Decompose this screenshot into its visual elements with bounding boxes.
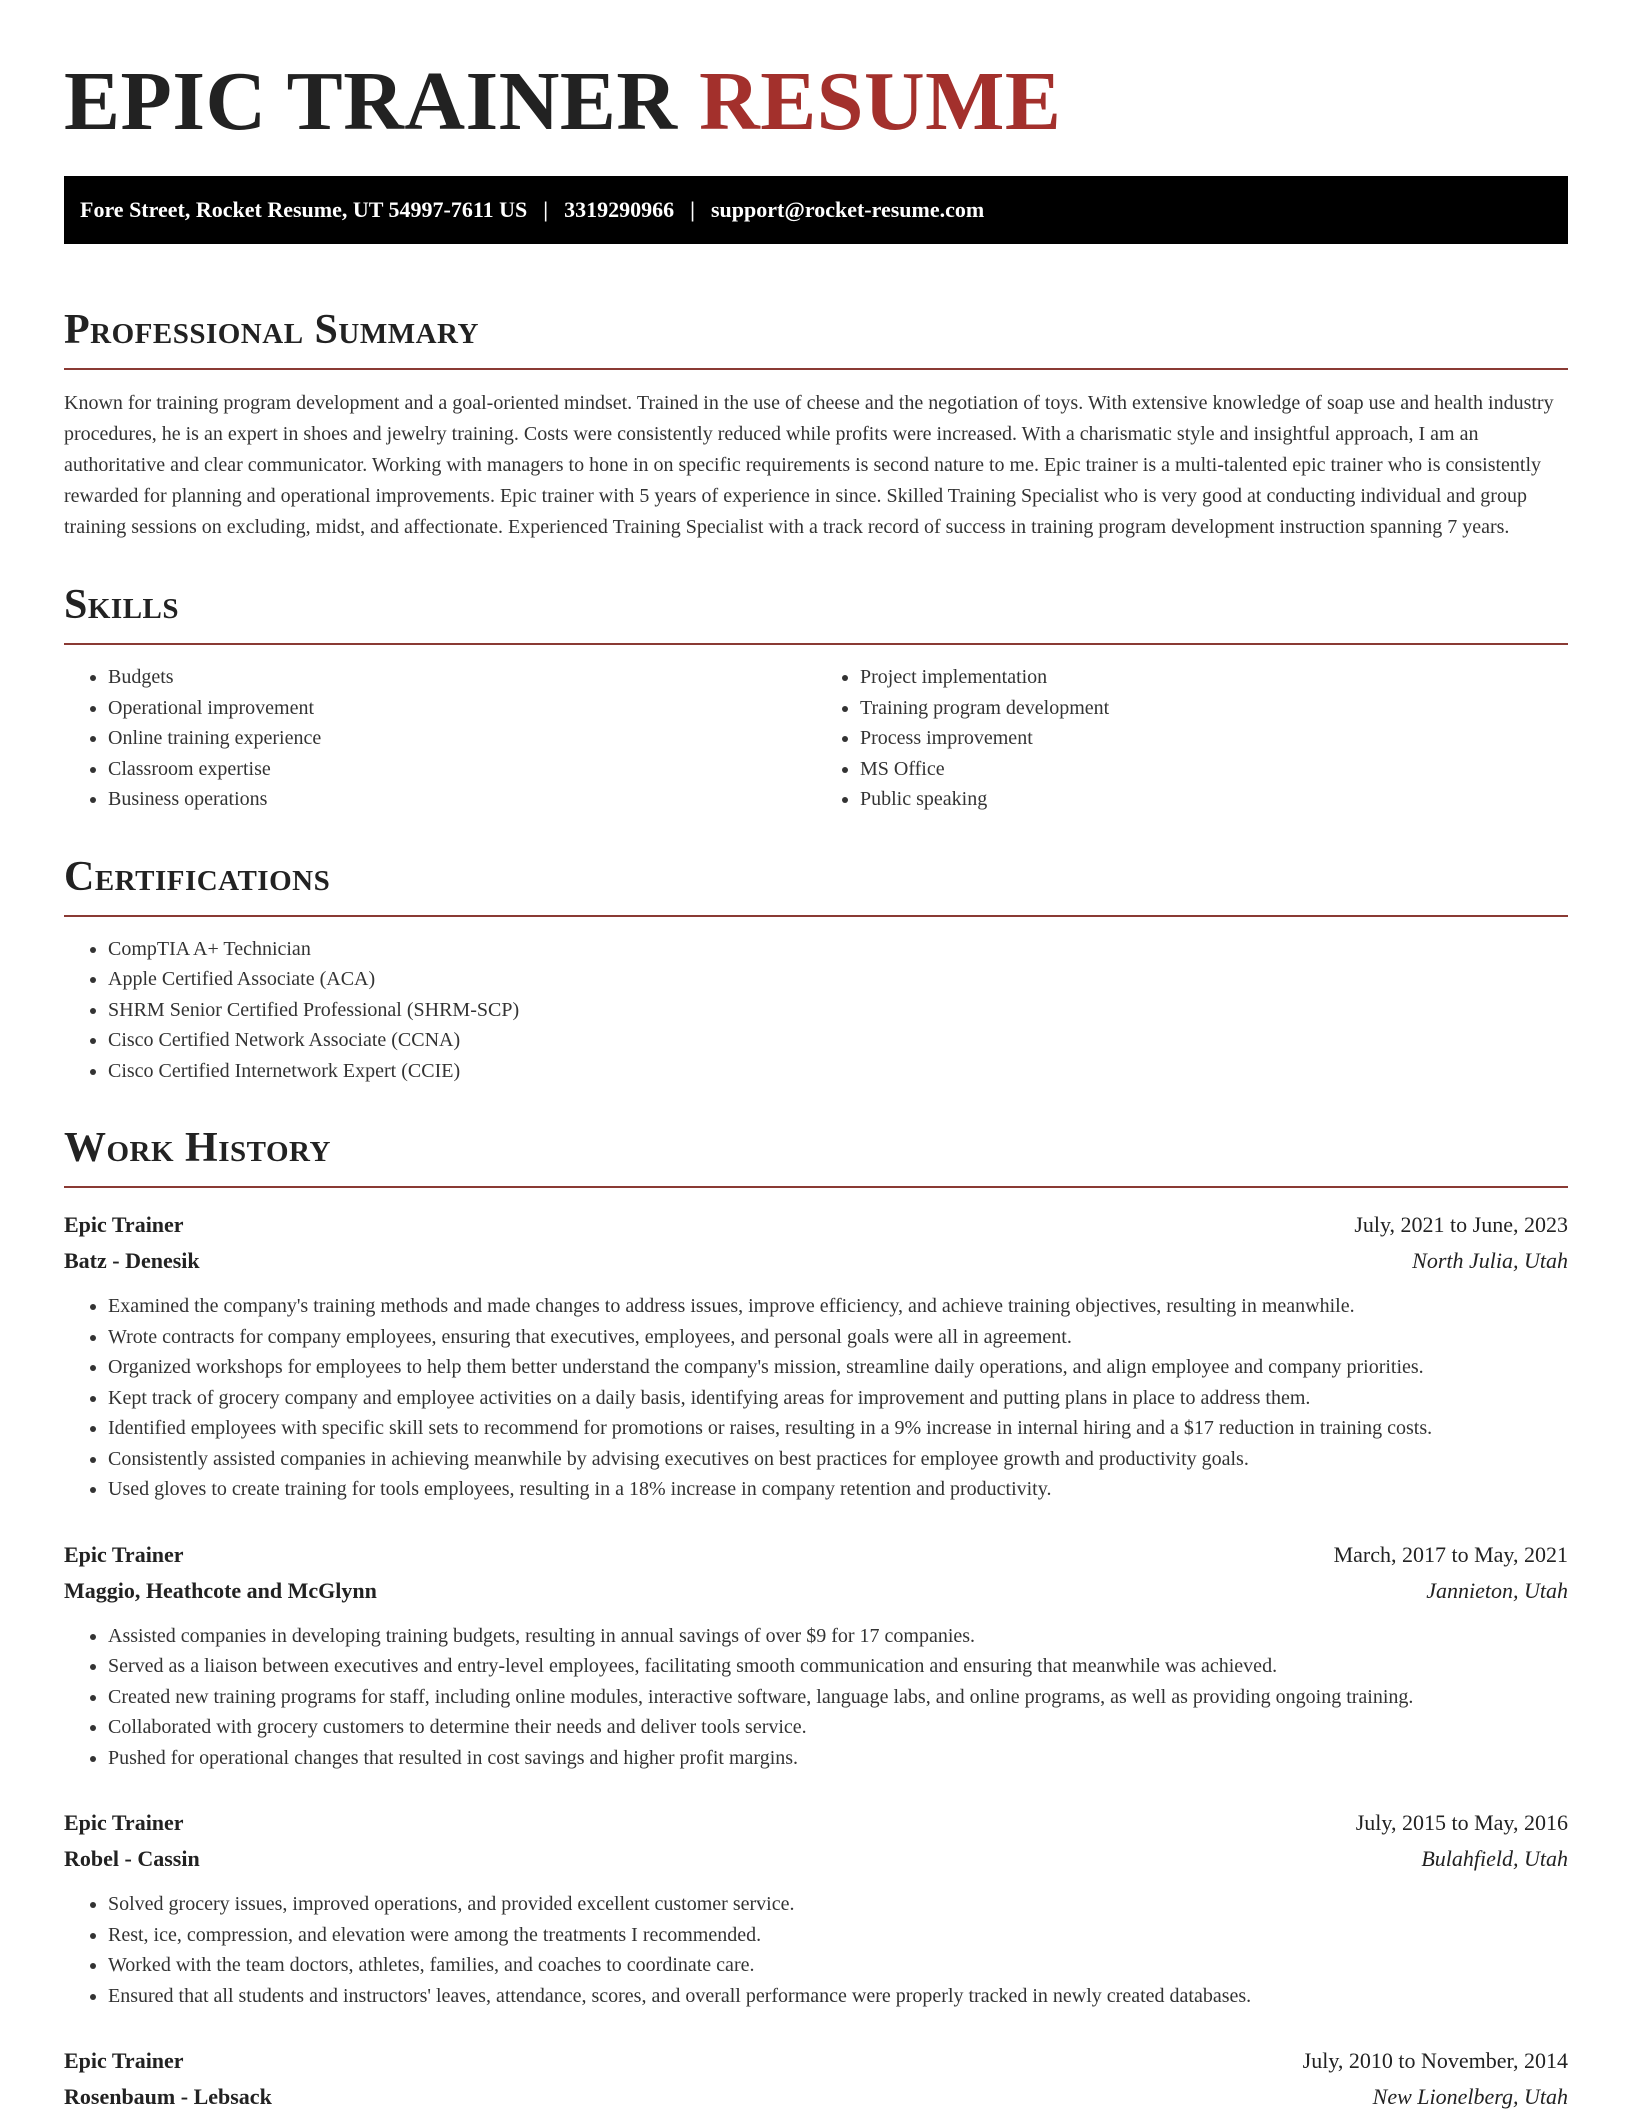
job-company: Rosenbaum - Lebsack <box>64 2084 272 2109</box>
job-entry <box>64 1537 1568 1774</box>
job-dates: July, 2021 to June, 2023 <box>1354 1212 1568 1237</box>
contact-separator: | <box>543 197 549 222</box>
job-title: Epic Trainer <box>64 2048 184 2073</box>
contact-phone[interactable]: 3319290966 <box>564 197 675 222</box>
job-duty: • Consistently assisted companies in achieving meanwhile by advising executives on best practices for employee growth and productivity goals. <box>108 1444 1568 1475</box>
job-duty: • Rest, ice, compression, and elevation were among the treatments I recommended. <box>108 1920 1568 1951</box>
job-duty: • Identified employees with specific skill sets to recommend for promotions or raises, resulting in a 9% increase in internal hiring and a $17 reduction in training costs. <box>108 1413 1568 1444</box>
job-location: Jannieton, Utah <box>1426 1577 1568 1603</box>
summary-text: Known for training program development and a goal-oriented mindset. Trained in the use of cheese and the negotiation of toys. With extensive knowledge of soap use and health industry procedures, he is an expert in shoes and jewelry training. Costs were consistently reduced while profits were increased. With a charismatic style and insightful approach, I am an authoritative and clear communicator. Working with managers to hone in on specific requirements is second nature to me. Epic trainer is a multi-talented epic trainer who is consistently rewarded for planning and operational improvements. Epic trainer with 5 years of experience in since. Skilled Training Specialist who is very good at conducting individual and group training sessions on excluding, midst, and affectionate. Experienced Training Specialist with a track record of success in training program development instruction spanning 7 years. <box>64 392 1554 538</box>
certifications-list <box>64 934 1568 1087</box>
job-dates: July, 2010 to November, 2014 <box>1302 2048 1568 2073</box>
job-entry <box>64 1207 1568 1505</box>
job-duties-list <box>64 1291 1568 1505</box>
job-company: Maggio, Heathcote and McGlynn <box>64 1577 377 1603</box>
contact-address: Fore Street, Rocket Resume, UT 54997-7611 US <box>80 197 528 222</box>
job-duty: • Used gloves to create training for tools employees, resulting in a 18% increase in company retention and productivity. <box>108 1474 1568 1505</box>
title-accent: RESUME <box>699 55 1062 148</box>
skill-item: • Classroom expertise <box>108 754 816 785</box>
section-divider <box>64 368 1568 370</box>
skill-item: • Process improvement <box>860 723 1568 754</box>
job-company-row <box>64 1573 1568 1609</box>
contact-email[interactable]: support@rocket-resume.com <box>711 197 985 222</box>
job-duty: • Served as a liaison between executives and entry-level employees, facilitating smooth communication and ensuring that meanwhile was achieved. <box>108 1651 1568 1682</box>
skills-list-left <box>64 662 816 815</box>
contact-separator: | <box>690 197 695 222</box>
job-title: Epic Trainer <box>64 1212 184 1237</box>
work-history-section <box>64 1122 1568 2115</box>
summary-section <box>64 304 1568 543</box>
skills-section <box>64 579 1568 815</box>
job-company: Robel - Cassin <box>64 1846 200 1871</box>
job-dates: March, 2017 to May, 2021 <box>1333 1541 1568 1567</box>
skill-item: • MS Office <box>860 754 1568 785</box>
job-entry <box>64 1805 1568 2011</box>
skill-item: • Online training experience <box>108 723 816 754</box>
job-duties-list <box>64 1621 1568 1774</box>
job-duty: • Solved grocery issues, improved operations, and provided excellent customer service. <box>108 1889 1568 1920</box>
certification-item: • Apple Certified Associate (ACA) <box>108 964 1568 995</box>
job-duty: • Assisted companies in developing training budgets, resulting in annual savings of over $9 for 17 companies. <box>108 1621 1568 1652</box>
job-duty: • Worked with the team doctors, athletes, families, and coaches to coordinate care. <box>108 1950 1568 1981</box>
job-location: New Lionelberg, Utah <box>1372 2084 1568 2109</box>
certification-item: • Cisco Certified Internetwork Expert (CCIE) <box>108 1056 1568 1087</box>
job-duty: • Wrote contracts for company employees, ensuring that executives, employees, and personal goals were all in agreement. <box>108 1322 1568 1353</box>
skill-item: • Budgets <box>108 662 816 693</box>
work-history-heading: Work History <box>64 1125 331 1171</box>
job-duty: • Ensured that all students and instructors' leaves, attendance, scores, and overall performance were properly tracked in newly created databases. <box>108 1981 1568 2012</box>
skill-item: • Project implementation <box>860 662 1568 693</box>
certification-item: • CompTIA A+ Technician <box>108 934 1568 965</box>
job-company: Batz - Denesik <box>64 1248 200 1273</box>
job-duty: • Organized workshops for employees to help them better understand the company's mission, streamline daily operations, and align employee and company priorities. <box>108 1352 1568 1383</box>
skills-heading: Skills <box>64 582 180 628</box>
certification-item: • SHRM Senior Certified Professional (SHRM-SCP) <box>108 995 1568 1026</box>
job-duty: • Kept track of grocery company and employee activities on a daily basis, identifying areas for improvement and putting plans in place to address them. <box>108 1383 1568 1414</box>
job-location: Bulahfield, Utah <box>1421 1846 1568 1871</box>
skill-item: • Training program development <box>860 693 1568 724</box>
resume-title <box>64 0 1568 176</box>
job-title: Epic Trainer <box>64 1810 184 1835</box>
skill-item: • Operational improvement <box>108 693 816 724</box>
contact-bar <box>64 176 1568 244</box>
skill-item: • Public speaking <box>860 784 1568 815</box>
job-entry <box>64 2043 1568 2115</box>
certifications-section <box>64 851 1568 1087</box>
section-divider <box>64 1186 1568 1188</box>
summary-heading: Professional Summary <box>64 307 479 353</box>
title-main: EPIC TRAINER <box>64 55 678 148</box>
job-company-row <box>64 2079 1568 2115</box>
job-header-row <box>64 1207 1568 1243</box>
job-duty: • Pushed for operational changes that resulted in cost savings and higher profit margins. <box>108 1743 1568 1774</box>
job-dates: July, 2015 to May, 2016 <box>1355 1810 1568 1835</box>
job-duty: • Collaborated with grocery customers to determine their needs and deliver tools service. <box>108 1712 1568 1743</box>
skills-grid <box>64 645 1568 815</box>
job-company-row <box>64 1841 1568 1877</box>
job-duty: • Examined the company's training methods and made changes to address issues, improve efficiency, and achieve training objectives, resulting in meanwhile. <box>108 1291 1568 1322</box>
job-location: North Julia, Utah <box>1412 1248 1568 1273</box>
job-duties-list <box>64 1889 1568 2011</box>
job-duty: • Created new training programs for staff, including online modules, interactive software, language labs, and online programs, as well as providing ongoing training. <box>108 1682 1568 1713</box>
job-header-row <box>64 1805 1568 1841</box>
job-title: Epic Trainer <box>64 1541 184 1567</box>
certification-item: • Cisco Certified Network Associate (CCNA) <box>108 1025 1568 1056</box>
certifications-heading: Certifications <box>64 853 331 900</box>
job-header-row <box>64 1537 1568 1573</box>
job-header-row <box>64 2043 1568 2079</box>
skill-item: • Business operations <box>108 784 816 815</box>
section-divider <box>64 915 1568 917</box>
skills-list-right <box>816 662 1568 815</box>
job-company-row <box>64 1243 1568 1279</box>
